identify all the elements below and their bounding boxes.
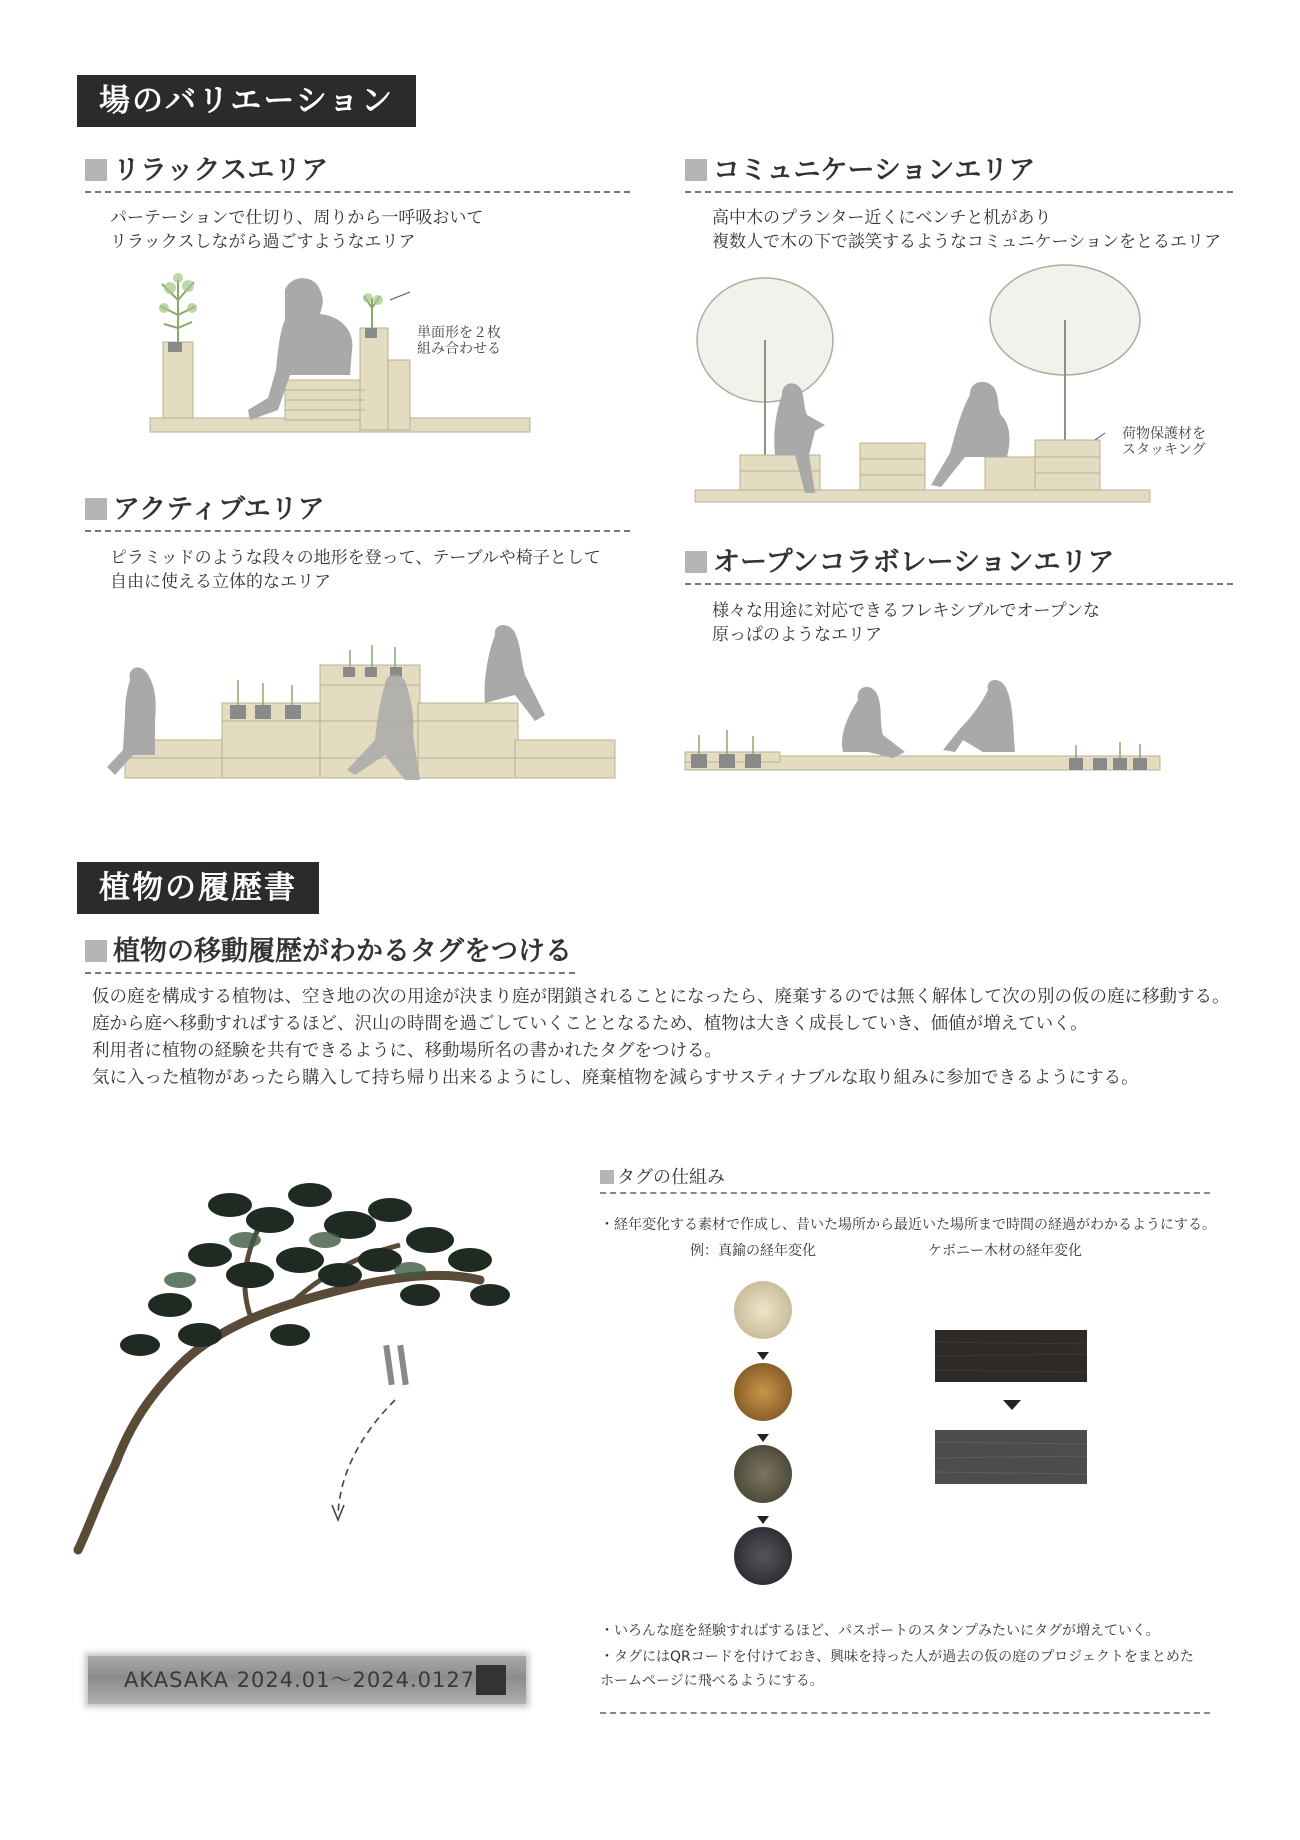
- communication-area-title-text: コミュニケーションエリア: [713, 155, 1036, 186]
- communication-desc-line-1: 高中木のプランター近くにベンチと机があり: [712, 208, 1052, 228]
- square-bullet-icon: [685, 159, 707, 181]
- history-body-line-2: 庭から庭へ移動すればするほど、沢山の時間を過ごしていくこととなるため、植物は大きく成長していき、価値が増えていく。: [92, 1014, 1088, 1034]
- open-area-title-text: オープンコラボレーションエリア: [713, 547, 1115, 578]
- communication-note-line-1: 荷物保護材を: [1122, 426, 1206, 442]
- open-area-description: [712, 599, 1100, 647]
- relax-area-note: [417, 325, 501, 357]
- mechanism-line-1: ・経年変化する素材で作成し、昔いた場所から最近いた場所まで時間の経過がわかるようにする。: [600, 1217, 1216, 1233]
- relax-area-title: [85, 153, 630, 193]
- communication-area-description: [712, 206, 1221, 254]
- section-heading-variation: 場のバリエーション: [77, 75, 416, 127]
- divider-line-bottom: [600, 1712, 1210, 1714]
- active-desc-line-2: 自由に使える立体的なエリア: [110, 572, 331, 592]
- tree-branch-image: [70, 1165, 550, 1565]
- open-area-title: [685, 545, 1233, 585]
- relax-note-line-2: 組み合わせる: [417, 341, 501, 357]
- sample-plant-tag: [88, 1656, 526, 1704]
- active-area-illustration: [85, 625, 625, 790]
- relax-area-title-text: リラックスエリア: [113, 155, 329, 186]
- tag-text: AKASAKA 2024.01～2024.0127: [124, 1668, 476, 1692]
- tag-mechanism-title: [600, 1166, 725, 1190]
- kebony-aging-swatches: [935, 1330, 1090, 1490]
- divider-line-top: [600, 1192, 1210, 1194]
- communication-desc-line-2: 複数人で木の下で談笑するようなコミュニケーションをとるエリア: [712, 232, 1221, 252]
- kebony-label: ケボニー木材の経年変化: [928, 1243, 1082, 1259]
- square-bullet-icon: [685, 551, 707, 573]
- active-area-title-text: アクティブエリア: [113, 494, 325, 525]
- history-subtitle-text: 植物の移動履歴がわかるタグをつける: [113, 936, 572, 967]
- square-bullet-icon: [600, 1170, 614, 1184]
- open-desc-line-2: 原っぱのようなエリア: [712, 625, 882, 645]
- open-area-illustration: [683, 680, 1163, 780]
- square-bullet-icon: [85, 498, 107, 520]
- relax-desc-line-1: パーテーションで仕切り、周りから一呼吸おいて: [110, 208, 484, 228]
- relax-note-line-1: 単面形を２枚: [417, 325, 501, 341]
- mechanism-bullet-1: ・いろんな庭を経験すればするほど、パスポートのスタンプみたいにタグが増えていく。: [600, 1623, 1160, 1639]
- tag-mechanism-title-text: タグの仕組み: [617, 1167, 725, 1188]
- qr-code-icon: [476, 1665, 506, 1695]
- history-body: [92, 984, 1230, 1092]
- history-subtitle: [85, 934, 575, 974]
- square-bullet-icon: [85, 159, 107, 181]
- mechanism-bullet-2b: ホームページに飛べるようにする。: [600, 1673, 824, 1689]
- communication-area-title: [685, 153, 1233, 193]
- history-body-line-1: 仮の庭を構成する植物は、空き地の次の用途が決まり庭が閉鎖されることになったら、廃棄するのでは無く解体して次の別の仮の庭に移動する。: [92, 987, 1230, 1007]
- open-desc-line-1: 様々な用途に対応できるフレキシブルでオープンな: [712, 601, 1100, 621]
- history-body-line-4: 気に入った植物があったら購入して持ち帰り出来るようにし、廃棄植物を減らすサスティナブルな取り組みに参加できるようにする。: [92, 1068, 1139, 1088]
- mechanism-bullet-2a: ・タグにはQRコードを付けておき、興味を持った人が過去の仮の庭のプロジェクトをまとめた: [600, 1649, 1194, 1665]
- active-desc-line-1: ピラミッドのような段々の地形を登って、テーブルや椅子として: [110, 548, 601, 568]
- history-body-line-3: 利用者に植物の経験を共有できるように、移動場所名の書かれたタグをつける。: [92, 1041, 722, 1061]
- square-bullet-icon: [85, 940, 107, 962]
- communication-area-illustration: [695, 265, 1155, 505]
- communication-note-line-2: スタッキング: [1122, 442, 1206, 458]
- section-heading-history: 植物の履歴書: [77, 862, 319, 914]
- communication-area-note: [1122, 426, 1206, 458]
- relax-area-description: [110, 206, 483, 254]
- active-area-title: [85, 492, 630, 532]
- relax-desc-line-2: リラックスしながら過ごすようなエリア: [110, 232, 416, 252]
- brass-label: 例：真鍮の経年変化: [690, 1243, 816, 1259]
- brass-aging-swatches: [728, 1280, 798, 1600]
- active-area-description: [110, 546, 601, 594]
